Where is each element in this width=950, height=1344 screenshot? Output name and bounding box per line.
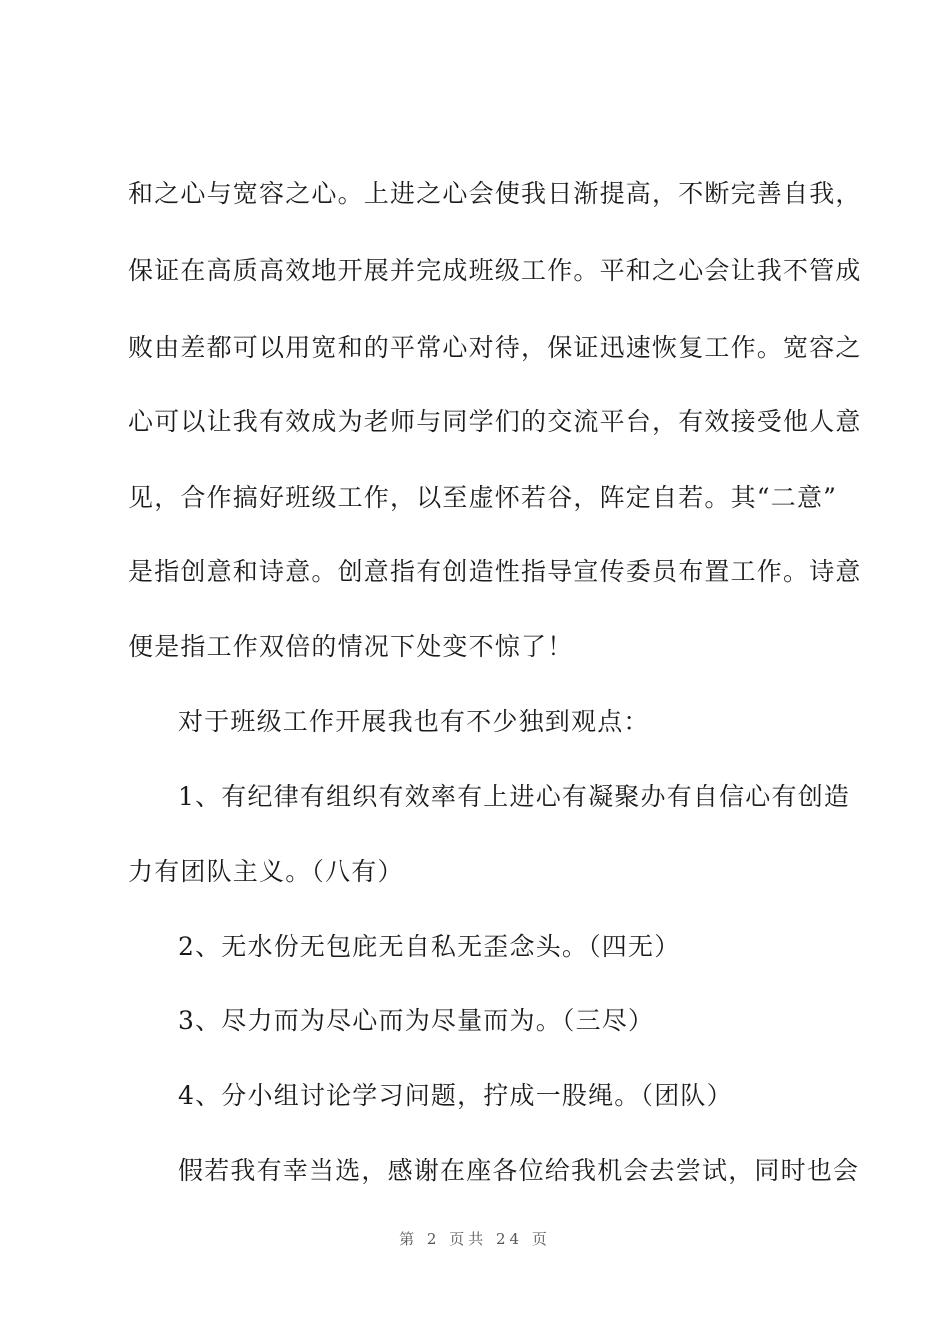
paragraph-line: 见，合作搞好班级工作，以至虚怀若谷，阵定自若。其“二意” <box>128 483 838 512</box>
paragraph-line: 保证在高质高效地开展并完成班级工作。平和之心会让我不管成 <box>128 256 862 285</box>
list-item: 3、尽力而为尽心而为尽量而为。（三尽） <box>178 1006 655 1035</box>
page-number-footer: 第 2 页共 24 页 <box>399 1230 551 1248</box>
paragraph-line: 对于班级工作开展我也有不少独到观点： <box>178 707 650 736</box>
list-item: 1、有纪律有组织有效率有上进心有凝聚办有自信心有创造 <box>178 782 851 811</box>
paragraph-line: 败由差都可以用宽和的平常心对待，保证迅速恢复工作。宽容之 <box>128 333 862 362</box>
paragraph-line: 假若我有幸当选，感谢在座各位给我机会去尝试，同时也会 <box>178 1156 860 1185</box>
paragraph-line: 便是指工作双倍的情况下处变不惊了！ <box>128 632 574 661</box>
paragraph-line: 心可以让我有效成为老师与同学们的交流平台，有效接受他人意 <box>128 407 862 436</box>
paragraph-line: 是指创意和诗意。创意指有创造性指导宣传委员布置工作。诗意 <box>128 557 862 586</box>
list-item: 2、无水份无包庇无自私无歪念头。（四无） <box>178 932 681 961</box>
paragraph-line: 和之心与宽容之心。上进之心会使我日渐提高，不断完善自我， <box>128 179 862 208</box>
list-item: 4、分小组讨论学习问题，拧成一股绳。（团队） <box>178 1081 733 1110</box>
list-item-continuation: 力有团队主义。（八有） <box>128 857 404 886</box>
